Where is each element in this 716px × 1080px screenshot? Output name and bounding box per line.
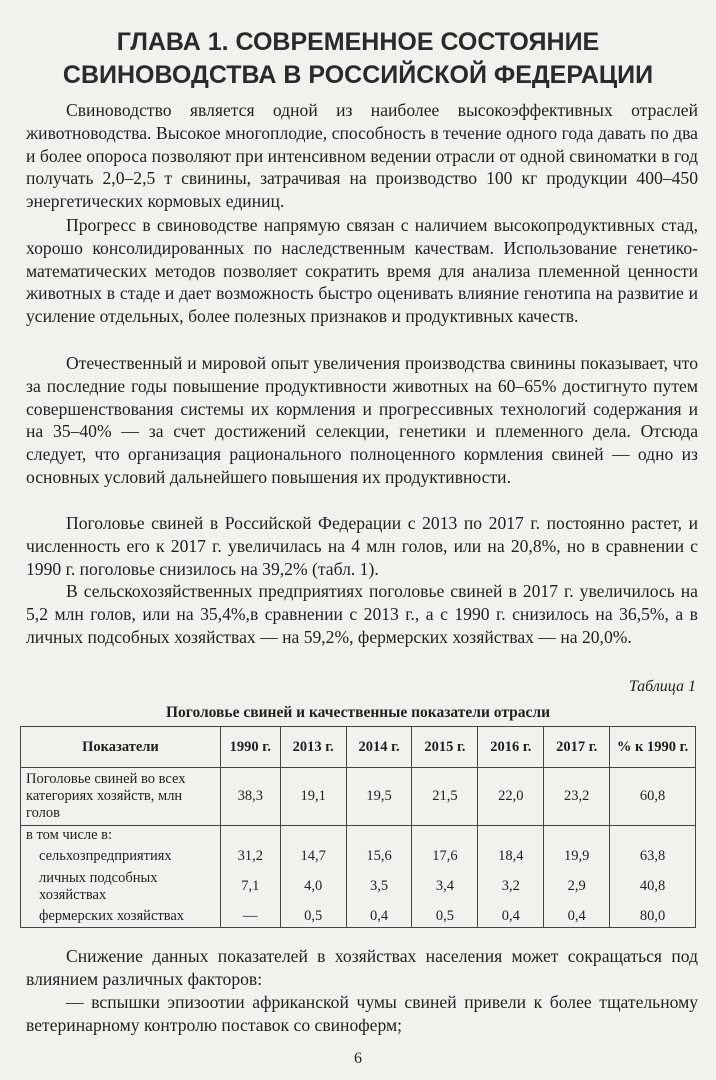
- table-cell: 40,8: [610, 868, 696, 906]
- table-header-cell: 2015 г.: [412, 727, 478, 768]
- table-cell: 7,1: [220, 868, 280, 906]
- table-cell: [412, 826, 478, 846]
- table-cell: 18,4: [478, 846, 544, 868]
- table-cell: [280, 826, 346, 846]
- table-cell: [610, 826, 696, 846]
- table-cell: 38,3: [220, 768, 280, 826]
- table-cell: 21,5: [412, 768, 478, 826]
- chapter-title: [40, 26, 676, 92]
- table-cell: 0,4: [544, 906, 610, 928]
- table-row: [21, 846, 696, 868]
- table-header-cell: 2016 г.: [478, 727, 544, 768]
- table-header-row: [21, 727, 696, 768]
- table-cell: 3,5: [346, 868, 412, 906]
- table-header-cell: Показатели: [21, 727, 221, 768]
- table-cell: 4,0: [280, 868, 346, 906]
- table-row-label: фермерских хозяйствах: [21, 906, 221, 928]
- table-label: Таблица 1: [628, 678, 696, 695]
- table-header-cell: 1990 г.: [220, 727, 280, 768]
- table-row: [21, 868, 696, 906]
- table-cell: 3,2: [478, 868, 544, 906]
- paragraph-1: Свиноводство является одной из наиболее высокоэффективных отраслей животноводства. Высокое многоплодие, способность в течение одного года давать по два и более опороса позволяют при интенсивном ведении отрасли от одной свиноматки в год получать 2,0–2,5 т свинины, затрачивая на производство 100 кг продукции 400–450 энергетических кормовых единиц.: [26, 100, 698, 212]
- table-cell: 3,4: [412, 868, 478, 906]
- table-cell: 19,5: [346, 768, 412, 826]
- table-cell: 19,1: [280, 768, 346, 826]
- table-cell: 14,7: [280, 846, 346, 868]
- table-row-label: в том числе в:: [21, 826, 221, 846]
- table-cell: 22,0: [478, 768, 544, 826]
- livestock-table: [20, 726, 696, 928]
- table-row-label: личных подсобных хозяйствах: [21, 868, 221, 906]
- table-cell: 80,0: [610, 906, 696, 928]
- paragraph-6: Снижение данных показателей в хозяйствах населения может сокращаться под влиянием различных факторов:: [26, 946, 698, 989]
- table-row: [21, 768, 696, 826]
- table-cell: 17,6: [412, 846, 478, 868]
- table-title: Поголовье свиней и качественные показатели отрасли: [165, 704, 550, 721]
- table-header-cell: 2017 г.: [544, 727, 610, 768]
- table-cell: 0,5: [412, 906, 478, 928]
- table-cell: [544, 826, 610, 846]
- chapter-title-line-1: ГЛАВА 1. СОВРЕМЕННОЕ СОСТОЯНИЕ: [116, 28, 600, 56]
- table-cell: 0,5: [280, 906, 346, 928]
- paragraph-4: Поголовье свиней в Российской Федерации с 2013 по 2017 г. постоянно растет, и численность его к 2017 г. увеличилась на 4 млн голов, или на 20,8%, но в сравнении с 1990 г. поголовье снизилось на 39,2% (табл. 1).: [26, 513, 698, 579]
- table-header-cell: 2013 г.: [280, 727, 346, 768]
- table-cell: 0,4: [346, 906, 412, 928]
- paragraph-7: — вспышки эпизоотии африканской чумы свиней привели к более тщательному ветеринарному контролю поставок со свиноферм;: [26, 992, 698, 1035]
- table-cell: 0,4: [478, 906, 544, 928]
- table-row: [21, 906, 696, 928]
- table-header-cell: 2014 г.: [346, 727, 412, 768]
- paragraph-5: В сельскохозяйственных предприятиях поголовье свиней в 2017 г. увеличилось на 5,2 млн голов, или на 35,4%,в сравнении с 2013 г., а с 1990 г. снизилось на 36,5%, а в личных подсобных хозяйствах — на 59,2%, фермерских хозяйствах — на 20,0%.: [26, 581, 698, 647]
- table-cell: 19,9: [544, 846, 610, 868]
- table-cell: 2,9: [544, 868, 610, 906]
- table-cell: —: [220, 906, 280, 928]
- table-cell: 63,8: [610, 846, 696, 868]
- paragraph-2: Прогресс в свиноводстве напрямую связан с наличием высокопродуктивных стад, хорошо консолидированных по наследственным качествам. Использование генетико-математических методов позволяет сократить время для анализа племенной ценности животных в стаде и дает возможность быстро оценивать влияние генотипа на развитие и усиление отдельных, более полезных признаков и продуктивных качеств.: [26, 215, 698, 327]
- table-row: [21, 826, 696, 846]
- table-cell: [220, 826, 280, 846]
- paragraph-3: Отечественный и мировой опыт увеличения производства свинины показывает, что за последние годы повышение продуктивности животных на 60–65% достигнуто путем совершенствования системы их кормления и прогрессивных технологий содержания и на 35–40% — за счет достижений селекции, генетики и племенного дела. Отсюда следует, что организация рационального полноценного кормления свиней — одно из основных условий дальнейшего повышения их продуктивности.: [26, 353, 698, 487]
- chapter-title-line-2: СВИНОВОДСТВА В РОССИЙСКОЙ ФЕДЕРАЦИИ: [62, 61, 654, 89]
- table-cell: 60,8: [610, 768, 696, 826]
- table-cell: [346, 826, 412, 846]
- table-header-cell: % к 1990 г.: [610, 727, 696, 768]
- table-cell: 31,2: [220, 846, 280, 868]
- table-row-label: сельхозпредприятиях: [21, 846, 221, 868]
- table-row-label: Поголовье свиней во всех категориях хозяйств, млн голов: [21, 768, 221, 826]
- table-cell: 23,2: [544, 768, 610, 826]
- table-cell: [478, 826, 544, 846]
- table-cell: 15,6: [346, 846, 412, 868]
- page-number: 6: [354, 1050, 362, 1067]
